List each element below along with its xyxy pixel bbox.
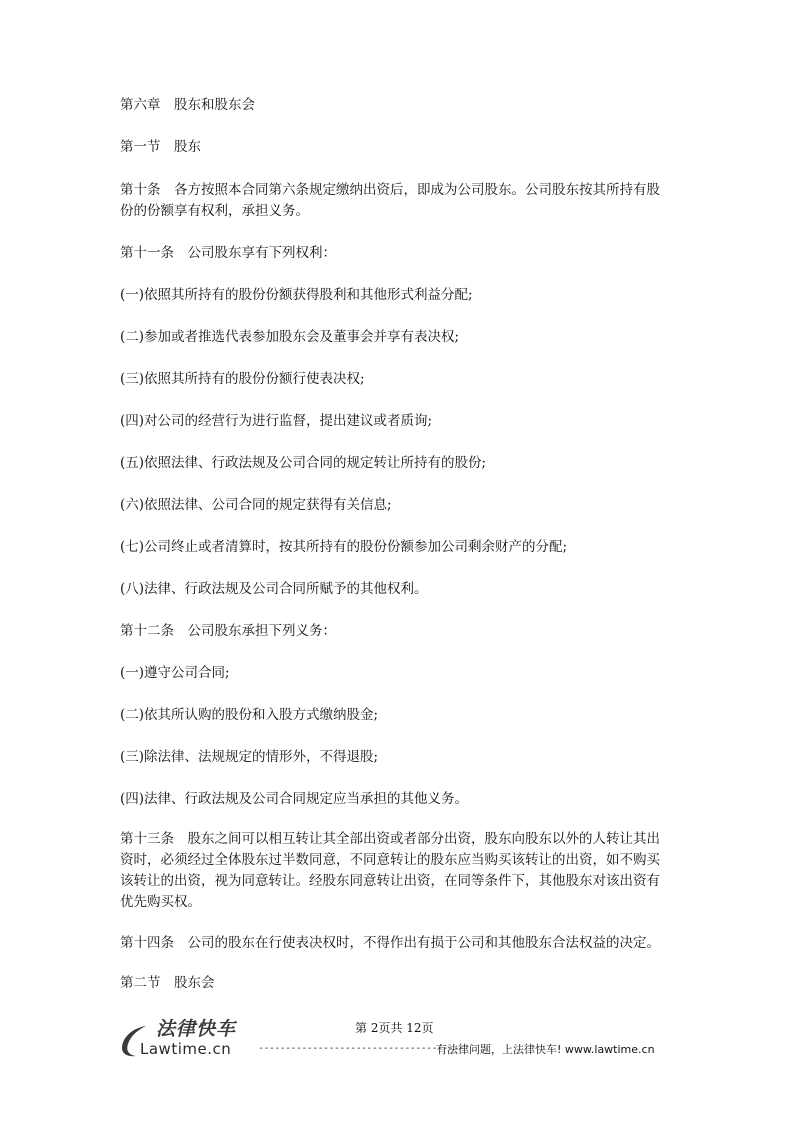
section-heading: 第一节 股东	[120, 139, 201, 155]
article-11-item: (五)依照法律、行政法规及公司合同的规定转让所持有的股份;	[120, 455, 487, 471]
logo-chinese-text: 法律快车	[156, 1018, 237, 1040]
article-11-item: (四)对公司的经营行为进行监督，提出建议或者质询;	[120, 413, 433, 429]
chapter-heading: 第六章 股东和股东会	[120, 97, 255, 113]
article-13-line-1: 第十三条 股东之间可以相互转让其全部出资或者部分出资，股东向股东以外的人转让其出	[120, 831, 660, 847]
article-11-item: (八)法律、行政法规及公司合同所赋予的其他权利。	[120, 581, 428, 597]
footer-separator: --------------------------------------	[258, 1043, 464, 1054]
article-11-item: (六)依照法律、公司合同的规定获得有关信息;	[120, 497, 392, 513]
article-12-item: (一)遵守公司合同;	[120, 665, 230, 681]
article-12-heading: 第十二条 公司股东承担下列义务：	[120, 623, 336, 639]
lawtime-logo[interactable]	[118, 1018, 258, 1062]
page-number: 第 2页共 12页	[355, 1021, 434, 1035]
article-11-heading: 第十一条 公司股东享有下列权利：	[120, 245, 336, 261]
article-13-line-2: 资时，必须经过全体股东过半数同意，不同意转让的股东应当购买该转让的出资，如不购买	[120, 852, 660, 868]
logo-english-text: Lawtime.cn	[140, 1040, 232, 1058]
footer-tagline-link[interactable]: 有法律问题，上法律快车! www.lawtime.cn	[436, 1043, 655, 1056]
article-13-line-3: 该转让的出资，视为同意转让。经股东同意转让出资，在同等条件下，其他股东对该出资有	[120, 873, 660, 889]
article-11-item: (二)参加或者推选代表参加股东会及董事会并享有表决权;	[120, 329, 460, 345]
article-13-line-4: 优先购买权。	[120, 894, 201, 910]
article-12-item: (四)法律、行政法规及公司合同规定应当承担的其他义务。	[120, 791, 469, 807]
article-12-item: (三)除法律、法规规定的情形外，不得退股;	[120, 749, 379, 765]
article-10-line-2: 份的份额享有权利，承担义务。	[120, 203, 309, 219]
article-11-item: (一)依照其所持有的股份份额获得股利和其他形式利益分配;	[120, 287, 473, 303]
article-10-line-1: 第十条 各方按照本合同第六条规定缴纳出资后，即成为公司股东。公司股东按其所持有股	[120, 182, 660, 198]
article-14: 第十四条 公司的股东在行使表决权时，不得作出有损于公司和其他股东合法权益的决定。	[120, 935, 660, 951]
article-12-item: (二)依其所认购的股份和入股方式缴纳股金;	[120, 707, 379, 723]
section-heading: 第二节 股东会	[120, 975, 215, 991]
article-11-item: (三)依照其所持有的股份份额行使表决权;	[120, 371, 365, 387]
article-11-item: (七)公司终止或者清算时，按其所持有的股份份额参加公司剩余财产的分配;	[120, 539, 568, 555]
